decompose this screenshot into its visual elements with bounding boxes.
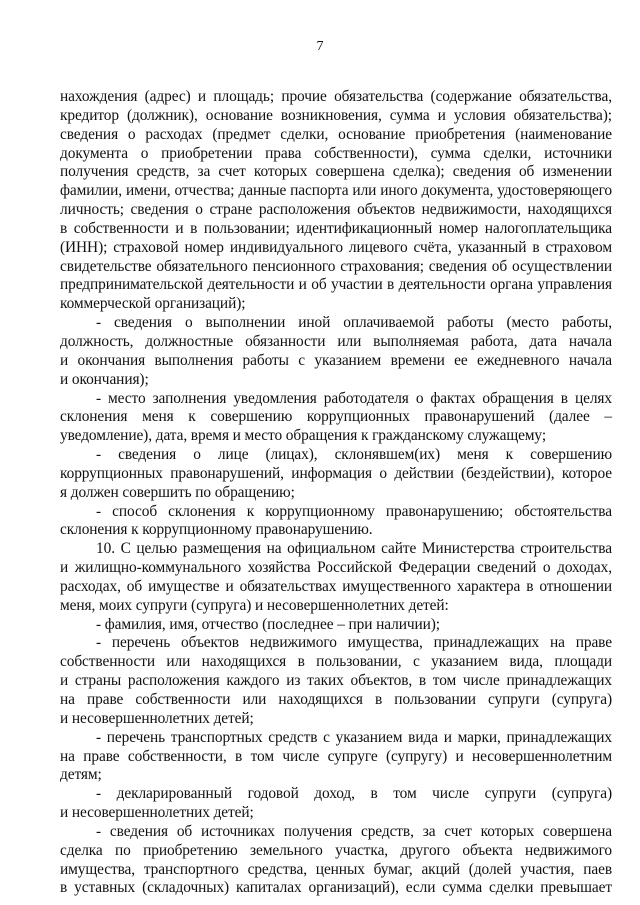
text-line: личность; сведения о стране расположения объектов недвижимости, находящихся — [60, 201, 612, 219]
text-line: сделка по приобретению земельного участка, другого объекта недвижимого — [60, 841, 612, 859]
text-line: свидетельстве обязательного пенсионного страхования; сведения об осуществлении — [60, 257, 612, 275]
text-line: - место заполнения уведомления работодателя о фактах обращения в целях — [96, 389, 612, 407]
text-line: и жилищно-коммунального хозяйства Российской Федерации сведений о доходах, — [60, 559, 612, 577]
text-line: получения средств, за счет которых совершена сделка); сведения об изменении — [60, 163, 612, 181]
text-line: - декларированный годовой доход, в том числе супруги (супруга) — [96, 785, 612, 803]
text-line: - сведения об источниках получения средств, за счет которых совершена — [96, 822, 612, 840]
text-line: кредитор (должник), основание возникновения, сумма и условия обязательства); — [60, 106, 612, 124]
text-line: 10. С целью размещения на официальном сайте Министерства строительства — [96, 540, 612, 558]
text-line: - перечень объектов недвижимого имущества, принадлежащих на праве — [96, 634, 612, 652]
text-line: меня, моих супруги (супруга) и несовершеннолетних детей: — [60, 596, 449, 614]
text-line: и окончания); — [60, 370, 149, 388]
text-line: должность, должностные обязанности или выполняемая работа, дата начала — [60, 332, 612, 350]
text-line: и окончания выполнения работы с указанием времени ее ежедневного начала — [60, 351, 612, 369]
text-line: документа о приобретении права собственности), сумма сделки, источники — [60, 144, 612, 162]
text-line: и несовершеннолетних детей; — [60, 804, 254, 822]
text-line: на праве собственности или находящихся в пользовании супруги (супруга) — [60, 691, 612, 708]
text-line: (ИНН); страховой номер индивидуального лицевого счёта, указанный в страховом — [60, 238, 612, 256]
text-line: сведения о расходах (предмет сделки, основание приобретения (наименование — [60, 125, 612, 143]
text-line: коррупционных правонарушений, информация о действии (бездействии), которое — [60, 464, 612, 482]
text-line: коммерческой организаций); — [60, 295, 246, 313]
text-line: - перечень транспортных средств с указанием вида и марки, принадлежащих — [96, 728, 612, 746]
page-number: 7 — [316, 39, 324, 54]
text-line: - сведения о выполнении иной оплачиваемой работы (место работы, — [96, 314, 612, 332]
text-line: детям; — [60, 766, 102, 784]
text-line: предпринимательской деятельности и об участии в деятельности органа управления — [60, 276, 612, 294]
document-body — [60, 88, 612, 898]
text-line: - способ склонения к коррупционному правонарушению; обстоятельства — [96, 502, 612, 520]
text-line: - фамилия, имя, отчество (последнее – при наличии); — [96, 615, 440, 633]
text-line: и страны расположения каждого из таких объектов, в том числе принадлежащих — [60, 672, 612, 690]
text-line: в собственности и в пользовании; идентификационный номер налогоплательщика — [60, 219, 612, 237]
text-line: уведомление), дата, время и место обращения к гражданскому служащему; — [60, 427, 547, 445]
text-line: имущества, транспортного средства, ценных бумаг, акций (долей участия, паев — [60, 860, 612, 878]
text-line: собственности или находящихся в пользовании, с указанием вида, площади — [60, 653, 612, 671]
text-line: склонения к коррупционному правонарушению. — [60, 521, 373, 539]
text-line: - сведения о лице (лицах), склонявшем(их) меня к совершению — [96, 446, 612, 464]
text-line: расходах, об имуществе и обязательствах имущественного характера в отношении — [60, 577, 612, 595]
text-line: и несовершеннолетних детей; — [60, 709, 254, 727]
text-line: фамилии, имени, отчества; данные паспорта или иного документа, удостоверяющего — [60, 182, 612, 200]
text-line: склонения меня к совершению коррупционных правонарушений (далее – — [60, 408, 612, 426]
text-line: в уставных (складочных) капиталах организаций), если сумма сделки превышает — [60, 879, 612, 897]
text-line: нахождения (адрес) и площадь; прочие обязательства (содержание обязательства, — [60, 88, 612, 105]
text-line: я должен совершить по обращению; — [60, 483, 295, 501]
text-line: на праве собственности, в том числе супруге (супругу) и несовершеннолетним — [60, 747, 612, 765]
